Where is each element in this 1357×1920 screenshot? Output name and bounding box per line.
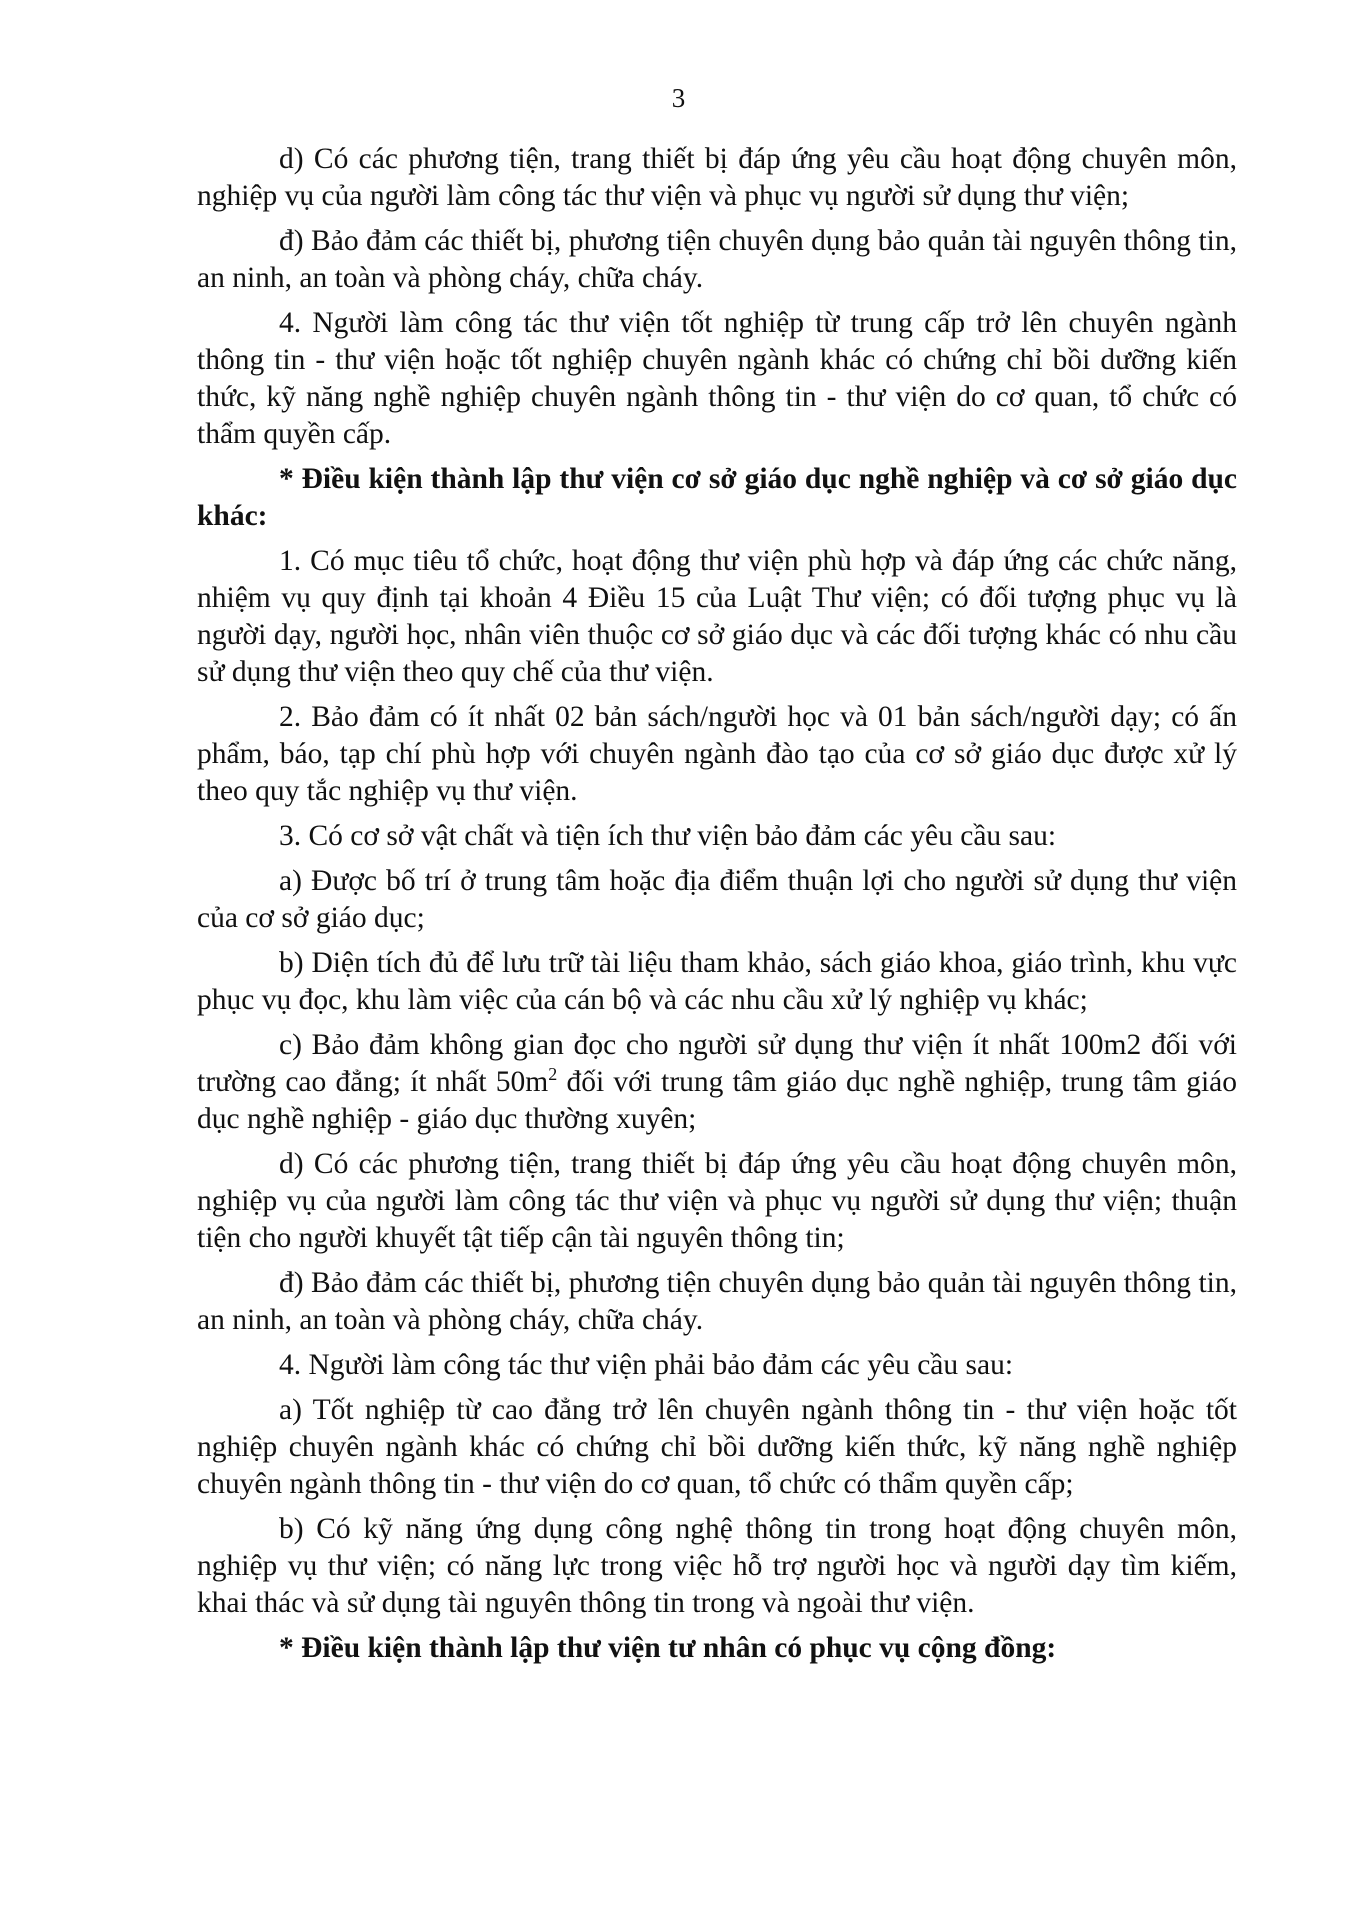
paragraph-text: a) Được bố trí ở trung tâm hoặc địa điểm thuận lợi cho người sử dụng thư viện của cơ sở giáo dục;: [197, 865, 1237, 934]
paragraph-text: đ) Bảo đảm các thiết bị, phương tiện chuyên dụng bảo quản tài nguyên thông tin, an ninh, an toàn và phòng cháy, chữa cháy.: [197, 1267, 1237, 1336]
paragraph-text: 3. Có cơ sở vật chất và tiện ích thư viện bảo đảm các yêu cầu sau:: [279, 820, 1057, 852]
heading-text: * Điều kiện thành lập thư viện cơ sở giáo dục nghề nghiệp và cơ sở giáo dục khác:: [197, 463, 1237, 532]
paragraph-3d: [197, 141, 1237, 215]
paragraph-text: 2. Bảo đảm có ít nhất 02 bản sách/người học và 01 bản sách/người dạy; có ấn phẩm, báo, tạp chí phù hợp với chuyên ngành đào tạo của cơ sở giáo dục được xử lý theo quy tắc nghiệp vụ thư viện.: [197, 701, 1237, 807]
paragraph-text: a) Tốt nghiệp từ cao đẳng trở lên chuyên ngành thông tin - thư viện hoặc tốt nghiệp chuyên ngành khác có chứng chỉ bồi dưỡng kiến thức, kỹ năng nghề nghiệp chuyên ngành thông tin - thư viện do cơ quan, tổ chức có thẩm quyền cấp;: [197, 1394, 1237, 1500]
paragraph-4-staff: [197, 305, 1237, 453]
paragraph-text-after: đối với trung tâm giáo dục nghề nghiệp, trung tâm giáo dục nghề nghiệp - giáo dục thường xuyên;: [197, 1066, 1237, 1135]
paragraph-c-space: [197, 1027, 1237, 1138]
paragraph-text: c) Bảo đảm không gian đọc cho người sử dụng thư viện ít nhất 100m2 đối với trường cao đẳng; ít nhất 50m: [197, 1029, 1237, 1098]
page-number: 3: [671, 83, 686, 113]
paragraph-a-location: [197, 863, 1237, 937]
paragraph-dd-safety: [197, 1265, 1237, 1339]
paragraph-text: d) Có các phương tiện, trang thiết bị đáp ứng yêu cầu hoạt động chuyên môn, nghiệp vụ của người làm công tác thư viện và phục vụ người sử dụng thư viện; thuận tiện cho người khuyết tật tiếp cận tài nguyên thông tin;: [197, 1148, 1237, 1254]
section-heading-vocational: [197, 461, 1237, 535]
paragraph-2-books: [197, 699, 1237, 810]
document-body: [197, 141, 1237, 1675]
paragraph-3dd: [197, 223, 1237, 297]
paragraph-text: b) Có kỹ năng ứng dụng công nghệ thông tin trong hoạt động chuyên môn, nghiệp vụ thư viện; có năng lực trong việc hỗ trợ người học và người dạy tìm kiếm, khai thác và sử dụng tài nguyên thông tin trong và ngoài thư viện.: [197, 1513, 1237, 1619]
paragraph-text: b) Diện tích đủ để lưu trữ tài liệu tham khảo, sách giáo khoa, giáo trình, khu vực phục vụ đọc, khu làm việc của cán bộ và các nhu cầu xử lý nghiệp vụ khác;: [197, 947, 1237, 1016]
paragraph-3-facilities: [197, 818, 1237, 855]
paragraph-text: d) Có các phương tiện, trang thiết bị đáp ứng yêu cầu hoạt động chuyên môn, nghiệp vụ của người làm công tác thư viện và phục vụ người sử dụng thư viện;: [197, 143, 1237, 212]
paragraph-d-equipment: [197, 1146, 1237, 1257]
paragraph-text: 4. Người làm công tác thư viện phải bảo đảm các yêu cầu sau:: [279, 1349, 1014, 1381]
paragraph-a-graduate: [197, 1392, 1237, 1503]
paragraph-4-requirements: [197, 1347, 1237, 1384]
paragraph-1-goals: [197, 543, 1237, 691]
paragraph-b-area: [197, 945, 1237, 1019]
section-heading-private-library: [197, 1630, 1237, 1667]
paragraph-text: 4. Người làm công tác thư viện tốt nghiệp từ trung cấp trở lên chuyên ngành thông tin - thư viện hoặc tốt nghiệp chuyên ngành khác có chứng chỉ bồi dưỡng kiến thức, kỹ năng nghề nghiệp chuyên ngành thông tin - thư viện do cơ quan, tổ chức có thẩm quyền cấp.: [197, 307, 1237, 450]
paragraph-b-skills: [197, 1511, 1237, 1622]
paragraph-text: 1. Có mục tiêu tổ chức, hoạt động thư viện phù hợp và đáp ứng các chức năng, nhiệm vụ quy định tại khoản 4 Điều 15 của Luật Thư viện; có đối tượng phục vụ là người dạy, người học, nhân viên thuộc cơ sở giáo dục và các đối tượng khác có nhu cầu sử dụng thư viện theo quy chế của thư viện.: [197, 545, 1237, 688]
heading-text: * Điều kiện thành lập thư viện tư nhân có phục vụ cộng đồng:: [279, 1632, 1057, 1664]
paragraph-text: đ) Bảo đảm các thiết bị, phương tiện chuyên dụng bảo quản tài nguyên thông tin, an ninh, an toàn và phòng cháy, chữa cháy.: [197, 225, 1237, 294]
superscript: 2: [548, 1064, 558, 1085]
